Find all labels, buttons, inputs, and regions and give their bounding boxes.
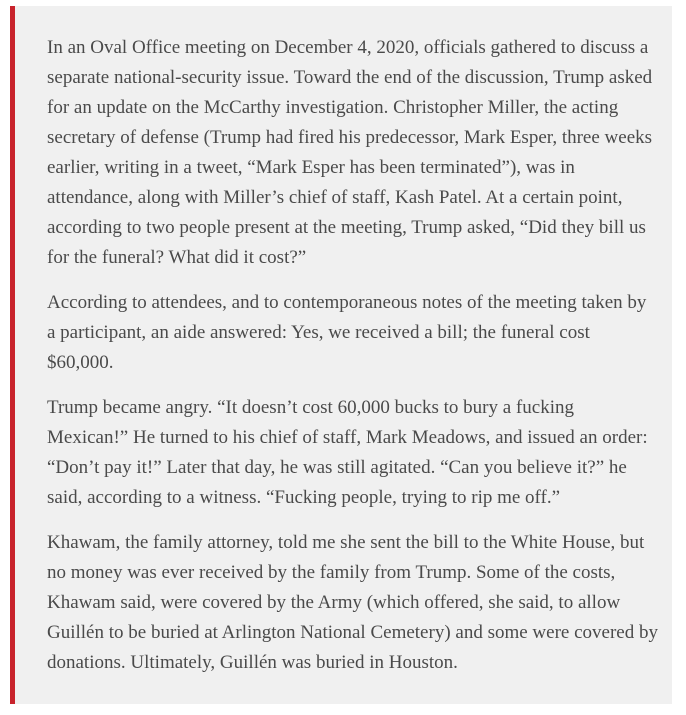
paragraph-oval-office-meeting: In an Oval Office meeting on December 4, 2020, officials gathered to discuss a separate national-security issue. Toward the end of the discussion, Trump asked for an update on the McCarthy investigation. Christopher Miller, the acting secretary of defense (Trump had fired his predecessor, Mark Esper, three weeks earlier, writing in a tweet, “Mark Esper has been terminated”), was in attendance, along with Miller’s chief of staff, Kash Patel. At a certain point, according to two people present at the meeting, Trump asked, “Did they bill us for the funeral? What did it cost?” <box>47 37 653 268</box>
paragraph-trump-reaction: Trump became angry. “It doesn’t cost 60,000 bucks to bury a fucking Mexican!” He turned to his chief of staff, Mark Meadows, and issued an order: “Don’t pay it!” Later that day, he was still agitated. “Can you believe it?” he said, according to a witness. “Fucking people, trying to rip me off.” <box>47 397 648 508</box>
paragraph-family-attorney: Khawam, the family attorney, told me she sent the bill to the White House, but no money was ever received by the family from Trump. Some of the costs, Khawam said, were covered by the Army (which offered, she said, to allow Guillén to be buried at Arlington National Cemetery) and some were covered by donations. Ultimately, Guillén was buried in Houston. <box>47 532 658 673</box>
paragraph-funeral-cost: According to attendees, and to contemporaneous notes of the meeting taken by a participant, an aide answered: Yes, we received a bill; the funeral cost $60,000. <box>47 292 647 373</box>
pull-quote-block <box>10 6 672 704</box>
article-body <box>47 33 659 693</box>
